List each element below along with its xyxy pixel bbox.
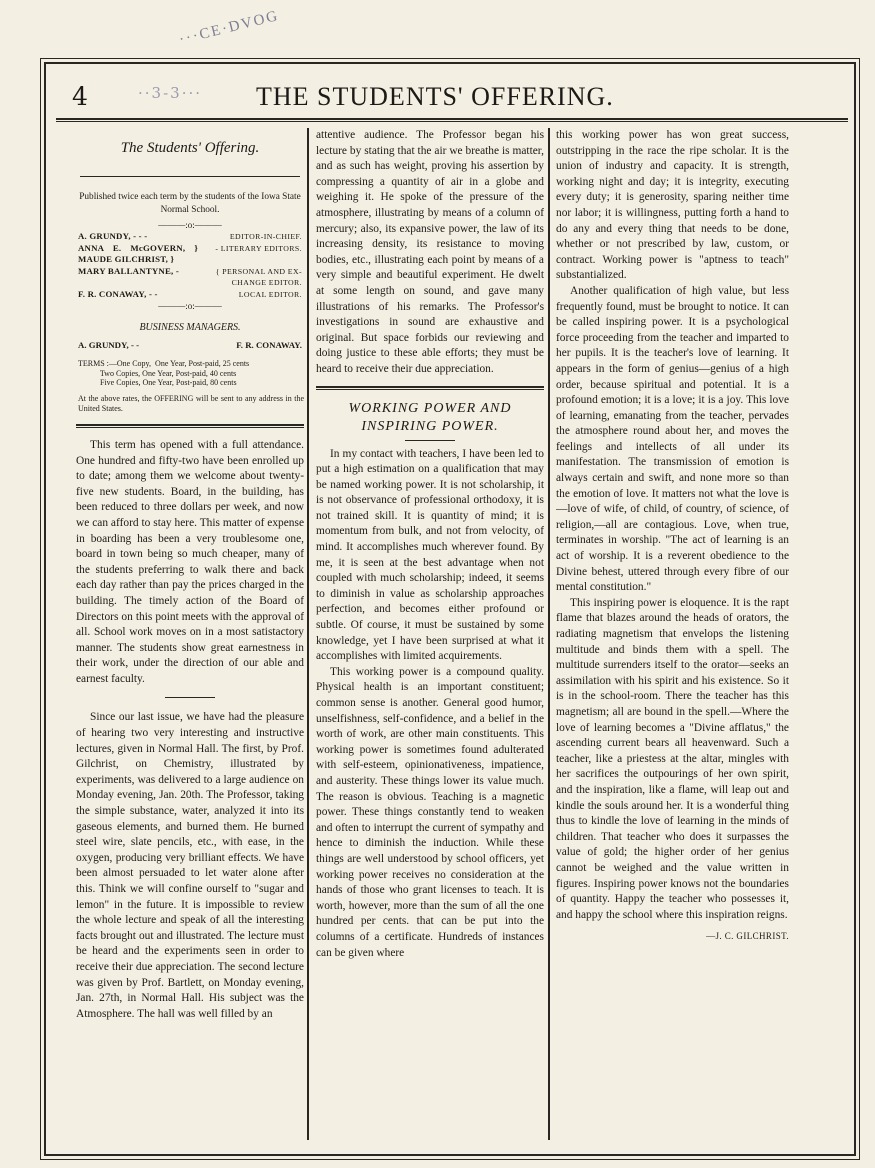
separator: ———:o:——— bbox=[158, 301, 222, 311]
colophon-rule bbox=[80, 176, 300, 177]
article-divider bbox=[165, 697, 215, 698]
business-managers-title: BUSINESS MANAGERS. bbox=[139, 322, 241, 333]
article-lectures-continued: attentive audience. The Professor began his lecture by stating that the air we breathe is matter, and as such has weight, proving his assertion by compressing a quantity of air in a globe and weighing it. He spoke of the pressure of the atmosphere, illustrating by means of a column of mercury; also, its expansive power, the law of its increasing density, its resistance to moving bodies, etc., illustrating each point by means of a very simple and beautiful experiment. He dwelt at some length on sound, and gave many illustrations of his remarks. The Professor's investigations in sound are exhaustive and original. But space forbids our reviewing and doing justice to these able efforts; they must be heard to receive their due appreciation. bbox=[316, 129, 544, 375]
section-rule bbox=[76, 424, 304, 428]
essay-paragraph: This inspiring power is eloquence. It is the rapt flame that blazes around the heads of orators, the radiating magnetism that envelops the listening multitude and binds them with a spell. The multitude surrenders itself to the orator—seeks an assimilation with his spirit and his existence. So it is in the school-room. There the teacher has this magnetism; all are bound in the spell.—Where the love of learning becomes a "Divine afflatus," the ascending current bears all heavenward. Such a teacher, like a priestess at the altar, mingles with her sacrifices the outpourings of her own spirit, and the inspiration, like a flame, will leap out and kindle the souls around her. It is a wonderful thing thus to kindle the love of learning in the minds of children. That teacher who does it surpasses the value of gold; the higher order of her genius cannot be weighed and the value written in figures. Inspiring power knows not the boundaries of quantity. Happy the teacher who possesses it, and happy the school where this inspiration reigns. bbox=[556, 596, 789, 921]
essay-paragraph: Another qualification of high value, but less frequently found, must be brought to notice. It can be called inspiring power. It is a psychological force proceeding from the teacher and imparted to her pupils. It is the teacher's love of learning. It appears in the form of genius—genius of a high order, because spiritual and potential. It is a profound emotion; it is a love; it is a joy. This love of learning, emanating from the teacher, pervades the atmosphere round about her, and moves the feelings and intellects of all under its manifestation. The transmission of emotion is always certain and swift, and none more so than the emotion of love. It matters not what the love is—love of wife, of child, of country, of science, of religion,—all are contagious. Love, when true, terminates in worship. "The act of learning is an act of worship. It is a reverent obedience to the Divine behest, uttered through every fibre of our mental constitution." bbox=[556, 284, 789, 594]
column-3 bbox=[556, 128, 789, 1138]
page-number: 4 bbox=[72, 82, 88, 111]
staff-row: ANNA E. McGOVERN, } MAUDE GILCHRIST, } - LITERARY EDITORS. bbox=[78, 242, 302, 264]
terms-note: At the above rates, the OFFERING will be sent to any address in the United States. bbox=[78, 393, 304, 413]
essay-paragraph: This working power is a compound quality. Physical health is an important constituent; common sense is another. General good humor, unselfishness, self-confidence, and a belief in the worth of work, are other main constituents. This working power is sometimes found adulterated with self-esteem, opinionativeness, impatience, and austerity. These things lower its value much. The reason is obvious. Teaching is a magnetic power. These things constantly tend to weaken and often to interrupt the current of sympathy and hence to diminish the induction. While these things are well understood by school officers, yet working power receives no consideration at the hands of those who grant licenses to teach. It is worth, however, more than the sum of all the one hundred per cents. that can be put into the columns of a certificate. Hundreds of instances can be given where bbox=[316, 665, 544, 959]
colophon-box bbox=[76, 138, 304, 414]
publication-note: Published twice each term by the students of the Iowa State Normal School. bbox=[79, 192, 301, 215]
separator: ———:o:——— bbox=[158, 220, 222, 230]
colophon-title: The Students' Offering. bbox=[120, 140, 260, 156]
essay-paragraph: In my contact with teachers, I have been led to put a high estimation on a qualification that may be named working power. It is not scholarship, it is not observance of professional orthodoxy, it is not trained skill. It is quantity of mind; it is momentum from bulk, and not from velocity, of mind. It accomplishes much wherever found. By me, it is seen at the best advantage when not coupled with much scholarship; indeed, it seems to diminish in value as scholarship approaches perfection, and becomes either profound or subtle. Of course, it must be sustained by some knowledge, yet I have been surprised at what it accomplishes with limited acquirements. bbox=[316, 447, 544, 663]
article-lectures: Since our last issue, we have had the pleasure of hearing two very interesting and instructive lectures, given in Normal Hall. The first, by Prof. Gilchrist, on Chemistry, illustrated by experiments, was delivered to a large audience on Monday evening, Jan. 20th. The Professor, taking the simple substance, water, analyzed it into its gaseous elements, and burned them. He burned steel wire, slate pencils, etc., with ease, in the oxygen, producing very brilliant effects. We have been almost persuaded to let water alone after this. Think we will confine ourself to "sugar and lemon" in the future. It is impossible to review the whole lecture and speak of all the interesting facts brought out and illustrated. The lecture must be heard and the experiments seen in order to receive their due appreciation. The second lecture was given by Prof. Bartlett, on Monday evening, Jan. 27th, in Normal Hall. His subject was the Atmosphere. The hall was well filled by an bbox=[76, 711, 304, 1020]
essay-title-rule bbox=[405, 440, 455, 441]
column-divider bbox=[307, 128, 309, 1140]
staff-list bbox=[76, 231, 304, 300]
section-rule bbox=[316, 386, 544, 390]
staff-row: F. R. CONAWAY, - - LOCAL EDITOR. bbox=[78, 288, 302, 299]
essay-signature: —J. C. GILCHRIST. bbox=[706, 931, 789, 942]
essay-paragraph: this working power has won great success, outstripping in the race the ripe scholar. It is the union of industry and capacity. It is strength, working night and day; it is integrity, executing every duty; it is generosity, sparing neither time nor labor; it is willingness, putting forth a hand to do any and every thing that needs to be done, whether or not prescribed by law, custom, or contract. Working power is "aptness to teach" substantialized. bbox=[556, 129, 789, 282]
essay-title: WORKING POWER AND INSPIRING POWER. bbox=[348, 400, 512, 434]
header-rule bbox=[56, 118, 848, 122]
column-2 bbox=[316, 128, 544, 1138]
column-1 bbox=[76, 128, 304, 1022]
header-stamp: ··3-3··· bbox=[138, 84, 202, 102]
staff-row: MARY BALLANTYNE, - { PERSONAL AND EX- CHANGE EDITOR. bbox=[78, 265, 302, 287]
business-managers: A. GRUNDY, - - F. R. CONAWAY. bbox=[78, 339, 302, 350]
staff-row: A. GRUNDY, - - - EDITOR-IN-CHIEF. bbox=[78, 231, 302, 241]
column-divider bbox=[548, 128, 550, 1140]
article-term-opening: This term has opened with a full attendance. One hundred and fifty-two have been enrolled up to date; among them we welcome about twenty-five new students. Board, in the building, has been reduced to three dollars per week, and now we can afford to stay here. This matter of expense in boarding has been a very troublesome one, board in town being so much cheaper, many of the students preferring to walk there and back each day rather than pay the prices charged in the building. The timely action of the Board of Directors on this point meets with the approval of all. School work moves on in a most satistactory manner. The students show great earnestness in their work, under the direction of our able and earnest faculty. bbox=[76, 438, 304, 685]
subscription-terms: TERMS :—One Copy, One Year, Post-paid, 25 cents Two Copies, One Year, Post-paid, 40 cents Five Copies, One Year, Post-paid, 80 cents bbox=[78, 359, 250, 388]
library-stamp: ···CE·DVOG bbox=[177, 7, 281, 49]
masthead-title: THE STUDENTS' OFFERING. bbox=[256, 82, 614, 111]
page-header bbox=[58, 78, 846, 112]
